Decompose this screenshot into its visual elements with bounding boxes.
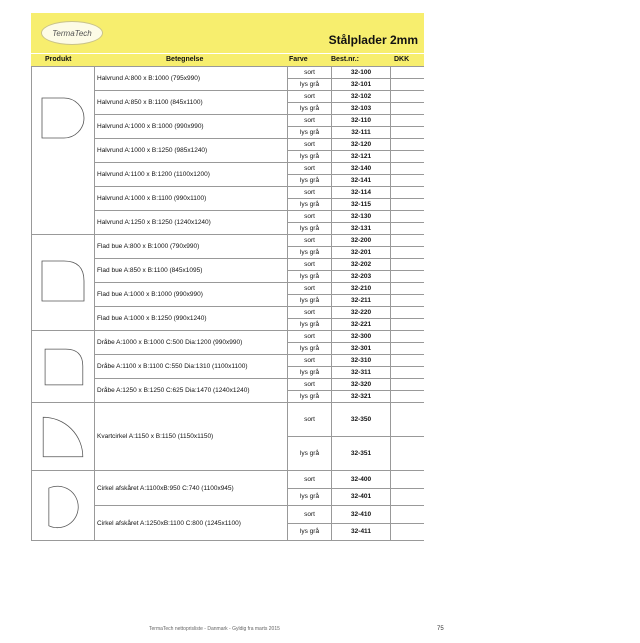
price-cell (391, 403, 425, 437)
product-drawing-cell (32, 403, 95, 471)
order-number-cell: 32-321 (332, 391, 391, 403)
order-number-cell: 32-101 (332, 79, 391, 91)
price-cell (391, 283, 425, 295)
price-cell (391, 343, 425, 355)
price-cell (391, 488, 425, 506)
order-number-cell: 32-311 (332, 367, 391, 379)
product-description: Halvrund A:850 x B:1100 (845x1100) (95, 91, 288, 115)
order-number-cell: 32-103 (332, 103, 391, 115)
order-number-cell: 32-200 (332, 235, 391, 247)
order-number-cell: 32-115 (332, 199, 391, 211)
price-cell (391, 331, 425, 343)
color-cell: sort (288, 307, 332, 319)
order-number-cell: 32-310 (332, 355, 391, 367)
color-cell: lys grå (288, 319, 332, 331)
product-description: Halvrund A:1000 x B:1100 (990x1100) (95, 187, 288, 211)
order-number-cell: 32-211 (332, 295, 391, 307)
price-cell (391, 367, 425, 379)
price-cell (391, 319, 425, 331)
color-cell: sort (288, 283, 332, 295)
order-number-cell: 32-131 (332, 223, 391, 235)
color-cell: sort (288, 163, 332, 175)
product-description: Flad bue A:800 x B:1000 (790x990) (95, 235, 288, 259)
product-drawing-cell (32, 471, 95, 541)
quarter-circle-shape-icon (34, 404, 92, 470)
color-cell: lys grå (288, 199, 332, 211)
footer-text: TermaTech nettoprisliste - Danmark - Gyldig fra marts 2015 (149, 626, 280, 632)
product-description: Halvrund A:800 x B:1000 (795x990) (95, 67, 288, 91)
price-cell (391, 139, 425, 151)
order-number-cell: 32-111 (332, 127, 391, 139)
price-cell (391, 271, 425, 283)
price-cell (391, 471, 425, 489)
color-cell: lys grå (288, 437, 332, 471)
order-number-cell: 32-100 (332, 67, 391, 79)
order-number-cell: 32-411 (332, 523, 391, 541)
page-header (31, 13, 424, 53)
order-number-cell: 32-401 (332, 488, 391, 506)
table-row (32, 331, 425, 343)
color-cell: sort (288, 379, 332, 391)
product-description: Flad bue A:1000 x B:1250 (990x1240) (95, 307, 288, 331)
color-cell: sort (288, 403, 332, 437)
price-cell (391, 355, 425, 367)
price-cell (391, 199, 425, 211)
price-cell (391, 151, 425, 163)
table-row (32, 235, 425, 247)
product-description: Flad bue A:1000 x B:1000 (990x990) (95, 283, 288, 307)
color-cell: sort (288, 506, 332, 524)
order-number-cell: 32-301 (332, 343, 391, 355)
order-number-cell: 32-141 (332, 175, 391, 187)
price-cell (391, 187, 425, 199)
color-cell: lys grå (288, 523, 332, 541)
termatech-logo (41, 21, 103, 45)
product-description: Kvartcirkel A:1150 x B:1150 (1150x1150) (95, 403, 288, 471)
product-description: Halvrund A:1000 x B:1000 (990x990) (95, 115, 288, 139)
color-cell: sort (288, 235, 332, 247)
price-cell (391, 247, 425, 259)
product-description: Halvrund A:1100 x B:1200 (1100x1200) (95, 163, 288, 187)
price-table (31, 66, 424, 541)
order-number-cell: 32-320 (332, 379, 391, 391)
price-cell (391, 506, 425, 524)
order-number-cell: 32-121 (332, 151, 391, 163)
price-cell (391, 437, 425, 471)
color-cell: lys grå (288, 247, 332, 259)
color-cell: lys grå (288, 151, 332, 163)
product-description: Dråbe A:1250 x B:1250 C:625 Dia:1470 (1240x1240) (95, 379, 288, 403)
page-number: 75 (437, 626, 444, 632)
price-cell (391, 235, 425, 247)
color-cell: sort (288, 91, 332, 103)
product-description: Halvrund A:1000 x B:1250 (985x1240) (95, 139, 288, 163)
price-cell (391, 307, 425, 319)
price-cell (391, 175, 425, 187)
page-title: Stålplader 2mm (328, 33, 418, 47)
order-number-cell: 32-300 (332, 331, 391, 343)
product-drawing-cell (32, 235, 95, 331)
price-cell (391, 391, 425, 403)
color-cell: lys grå (288, 127, 332, 139)
product-description: Dråbe A:1000 x B:1000 C:500 Dia:1200 (990x990) (95, 331, 288, 355)
order-number-cell: 32-203 (332, 271, 391, 283)
order-number-cell: 32-350 (332, 403, 391, 437)
product-drawing-cell (32, 67, 95, 235)
product-drawing-cell (32, 331, 95, 403)
order-number-cell: 32-410 (332, 506, 391, 524)
product-description: Cirkel afskåret A:1100xB:950 C:740 (1100x945) (95, 471, 288, 506)
column-order-number: Best.nr.: (331, 56, 360, 63)
product-description: Cirkel afskåret A:1250xB:1100 C:800 (1245x1100) (95, 506, 288, 541)
order-number-cell: 32-351 (332, 437, 391, 471)
order-number-cell: 32-110 (332, 115, 391, 127)
color-cell: sort (288, 259, 332, 271)
order-number-cell: 32-221 (332, 319, 391, 331)
table-row (32, 403, 425, 437)
color-cell: lys grå (288, 295, 332, 307)
color-cell: sort (288, 115, 332, 127)
product-description: Halvrund A:1250 x B:1250 (1240x1240) (95, 211, 288, 235)
color-cell: lys grå (288, 175, 332, 187)
color-cell: sort (288, 211, 332, 223)
price-cell (391, 127, 425, 139)
price-cell (391, 379, 425, 391)
order-number-cell: 32-120 (332, 139, 391, 151)
drop-shape-icon (34, 334, 92, 400)
circle-cut-shape-icon (34, 473, 92, 539)
color-cell: lys grå (288, 271, 332, 283)
price-cell (391, 79, 425, 91)
color-cell: sort (288, 187, 332, 199)
price-cell (391, 103, 425, 115)
order-number-cell: 32-201 (332, 247, 391, 259)
table-row (32, 471, 425, 489)
price-cell (391, 211, 425, 223)
order-number-cell: 32-400 (332, 471, 391, 489)
price-cell (391, 163, 425, 175)
table-row (32, 67, 425, 79)
half-round-shape-icon (34, 74, 92, 228)
price-cell (391, 223, 425, 235)
color-cell: sort (288, 67, 332, 79)
color-cell: lys grå (288, 488, 332, 506)
price-cell (391, 67, 425, 79)
color-cell: sort (288, 331, 332, 343)
color-cell: lys grå (288, 223, 332, 235)
order-number-cell: 32-114 (332, 187, 391, 199)
column-description: Betegnelse (166, 56, 204, 63)
order-number-cell: 32-130 (332, 211, 391, 223)
column-color: Farve (289, 56, 308, 63)
color-cell: lys grå (288, 367, 332, 379)
order-number-cell: 32-202 (332, 259, 391, 271)
price-cell (391, 115, 425, 127)
column-product: Produkt (45, 56, 72, 63)
order-number-cell: 32-140 (332, 163, 391, 175)
order-number-cell: 32-210 (332, 283, 391, 295)
color-cell: lys grå (288, 343, 332, 355)
price-cell (391, 91, 425, 103)
price-cell (391, 259, 425, 271)
product-description: Flad bue A:850 x B:1100 (845x1095) (95, 259, 288, 283)
price-cell (391, 523, 425, 541)
color-cell: sort (288, 355, 332, 367)
column-dkk: DKK (394, 56, 410, 63)
color-cell: sort (288, 139, 332, 151)
color-cell: lys grå (288, 103, 332, 115)
price-cell (391, 295, 425, 307)
order-number-cell: 32-220 (332, 307, 391, 319)
logo-text: TermaTech (52, 28, 92, 38)
order-number-cell: 32-102 (332, 91, 391, 103)
column-header-bar (31, 54, 424, 66)
color-cell: lys grå (288, 79, 332, 91)
color-cell: sort (288, 471, 332, 489)
color-cell: lys grå (288, 391, 332, 403)
flat-arc-shape-icon (34, 239, 92, 327)
product-description: Dråbe A:1100 x B:1100 C:550 Dia:1310 (1100x1100) (95, 355, 288, 379)
